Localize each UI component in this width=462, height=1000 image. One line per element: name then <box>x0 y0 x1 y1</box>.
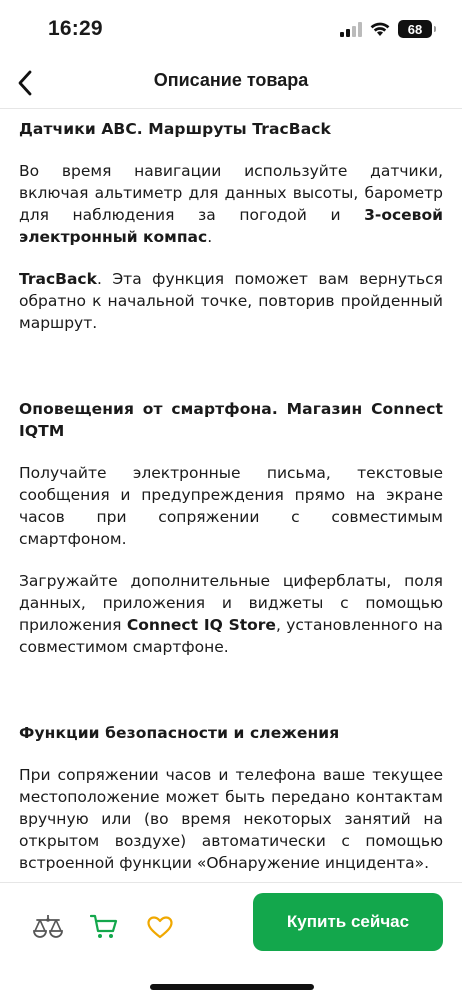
paragraph: Загружайте дополнительные циферблаты, поля данных, приложения и виджеты с помощью приложения Connect IQ Store, установленного на совместимом смартфоне. <box>19 572 443 656</box>
heart-icon <box>147 916 173 939</box>
product-description <box>19 118 443 874</box>
status-time: 16:29 <box>48 17 103 40</box>
home-indicator <box>150 984 314 990</box>
wifi-icon <box>370 22 390 37</box>
paragraph: Получайте электронные письма, текстовые сообщения и предупреждения прямо на экране часов при сопряжении с совместимым смартфоном. <box>19 464 443 548</box>
section-title: Датчики ABC. Маршруты TracBack <box>19 120 331 138</box>
buy-now-button[interactable]: Купить сейчас <box>253 893 443 951</box>
paragraph: TracBack. Эта функция поможет вам вернуться обратно к начальной точке, повторив пройденный маршрут. <box>19 270 443 332</box>
favorite-button[interactable] <box>140 907 180 947</box>
header <box>0 56 462 109</box>
cart-icon <box>90 914 118 940</box>
battery-indicator: 68 <box>398 20 432 38</box>
status-bar <box>0 0 462 56</box>
compare-button[interactable] <box>28 907 68 947</box>
paragraph: При сопряжении часов и телефона ваше текущее местоположение может быть передано контактам вручную или (во время некоторых занятий на открытом воздухе) автоматически с помощью встроенной функции «Обнаружение инцидента». <box>19 766 443 872</box>
page-title: Описание товара <box>153 70 309 90</box>
status-icons <box>340 20 432 38</box>
bottom-action-bar <box>0 882 462 1000</box>
cellular-signal-icon <box>340 22 362 37</box>
section-title: Функции безопасности и слежения <box>19 724 340 742</box>
scales-compare-icon <box>33 913 63 941</box>
cart-button[interactable] <box>84 907 124 947</box>
section-title: Оповещения от смартфона. Магазин Connect IQTM <box>19 400 443 440</box>
paragraph: Во время навигации используйте датчики, включая альтиметр для данных высоты, барометр для наблюдения за погодой и 3-осевой электронный компас. <box>19 162 443 246</box>
